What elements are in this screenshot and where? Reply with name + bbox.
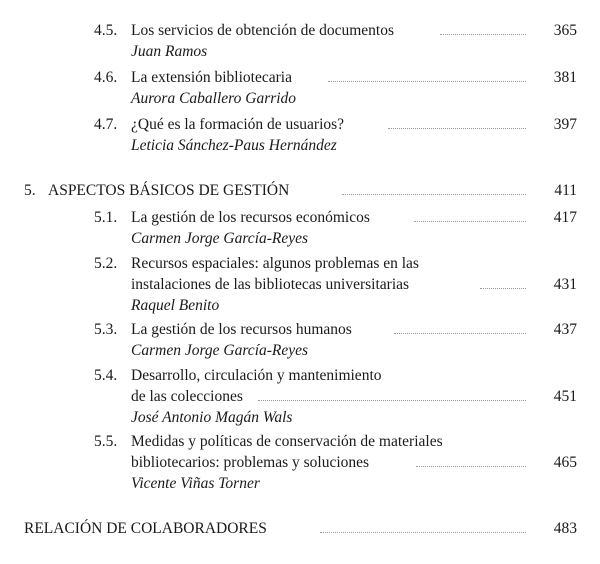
toc-title: Medidas y políticas de conservación de materiales	[131, 433, 443, 450]
toc-page-number: 381	[553, 69, 577, 86]
toc-title: RELACIÓN DE COLABORADORES	[24, 520, 267, 537]
toc-author-line	[0, 408, 600, 428]
dot-leader	[414, 221, 526, 222]
toc-author-line	[0, 136, 600, 156]
toc-author-line	[0, 89, 600, 109]
toc-author-line	[0, 296, 600, 316]
toc-number: 5.5.	[94, 433, 118, 450]
toc-title: ASPECTOS BÁSICOS DE GESTIÓN	[48, 182, 290, 199]
toc-entry-4-7	[0, 115, 600, 135]
toc-title: instalaciones de las bibliotecas universitarias	[131, 276, 410, 293]
dot-leader	[394, 333, 526, 334]
toc-title: Los servicios de obtención de documentos	[131, 22, 395, 39]
toc-author-line	[0, 474, 600, 494]
toc-entry-5-5-cont	[0, 453, 600, 473]
toc-author: Carmen Jorge García-Reyes	[131, 342, 309, 359]
toc-entry-5-4-cont	[0, 387, 600, 407]
dot-leader	[328, 81, 526, 82]
toc-author: Aurora Caballero Garrido	[131, 90, 297, 107]
toc-number: 5.2.	[94, 255, 118, 272]
toc-title: La gestión de los recursos humanos	[131, 321, 352, 338]
toc-page-number: 417	[553, 209, 577, 226]
toc-title: ¿Qué es la formación de usuarios?	[131, 116, 345, 133]
toc-author: Raquel Benito	[131, 297, 220, 314]
toc-number: 5.3.	[94, 321, 118, 338]
toc-title: bibliotecarios: problemas y soluciones	[131, 454, 370, 471]
dot-leader	[440, 34, 526, 35]
toc-author-line	[0, 229, 600, 249]
toc-page-number: 465	[553, 454, 577, 471]
toc-author: José Antonio Magán Wals	[131, 409, 293, 426]
toc-entry-4-5	[0, 21, 600, 41]
toc-entry-5-1	[0, 208, 600, 228]
toc-author: Leticia Sánchez-Paus Hernández	[131, 137, 337, 154]
dot-leader	[342, 194, 526, 195]
toc-title: Recursos espaciales: algunos problemas en las	[131, 255, 419, 272]
toc-entry-4-6	[0, 68, 600, 88]
toc-title: La gestión de los recursos económicos	[131, 209, 370, 226]
toc-author-line	[0, 341, 600, 361]
toc-author-line	[0, 42, 600, 62]
toc-page-number: 451	[553, 388, 577, 405]
toc-page-number: 411	[554, 182, 577, 199]
toc-entry-5-2	[0, 254, 600, 274]
toc-entry-5-4	[0, 366, 600, 386]
toc-title: La extensión bibliotecaria	[131, 69, 292, 86]
toc-entry-5-5	[0, 432, 600, 452]
toc-title: de las colecciones	[131, 388, 243, 405]
toc-number: 4.6.	[94, 69, 118, 86]
toc-number: 4.7.	[94, 116, 118, 133]
dot-leader	[320, 532, 526, 533]
toc-number: 5.1.	[94, 209, 118, 226]
dot-leader	[258, 400, 526, 401]
toc-section-5	[0, 181, 600, 201]
dot-leader	[480, 288, 526, 289]
toc-entry-5-2-cont	[0, 275, 600, 295]
toc-contributors	[0, 519, 600, 539]
toc-author: Vicente Viñas Torner	[131, 475, 260, 492]
toc-author: Juan Ramos	[131, 43, 208, 60]
toc-page-number: 397	[553, 116, 577, 133]
dot-leader	[416, 466, 526, 467]
toc-number: 4.5.	[94, 22, 118, 39]
toc-page-number: 365	[553, 22, 577, 39]
toc-title: Desarrollo, circulación y mantenimiento	[131, 367, 382, 384]
toc-page-number: 431	[553, 276, 577, 293]
toc-page-number: 483	[553, 520, 577, 537]
toc-number: 5.	[24, 182, 36, 199]
toc-author: Carmen Jorge García-Reyes	[131, 230, 309, 247]
dot-leader	[388, 128, 526, 129]
toc-number: 5.4.	[94, 367, 118, 384]
toc-entry-5-3	[0, 320, 600, 340]
toc-page-number: 437	[553, 321, 577, 338]
